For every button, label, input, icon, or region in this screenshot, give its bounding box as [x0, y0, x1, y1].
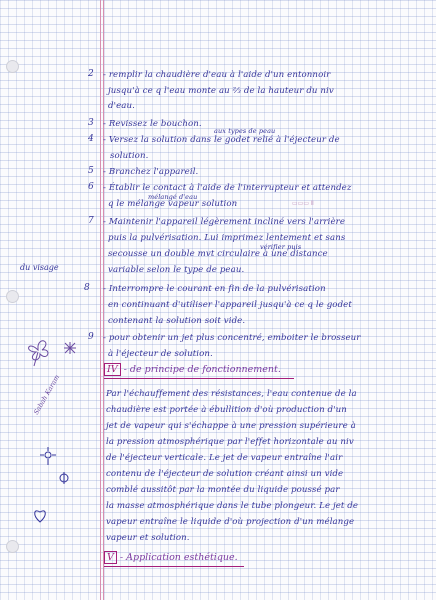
- note-line: puis la pulvérisation. Lui imprimez lentement et sans: [108, 233, 346, 243]
- paragraph-line: Par l'échauffement des résistances, l'eau contenue de la: [106, 389, 357, 399]
- section-title-text: - de principe de fonctionnement.: [123, 364, 281, 375]
- section-title: [104, 552, 238, 563]
- faded-stamp: ▭▭▭ Ⅱ: [292, 200, 314, 207]
- note-line: variable selon le type de peau.: [108, 265, 245, 275]
- paragraph-line: vapeur et solution.: [106, 533, 190, 543]
- margin-signature: Sabah Karam: [32, 373, 62, 416]
- note-line: à l'éjecteur de solution.: [108, 349, 213, 359]
- note-line: jusqu'à ce q l'eau monte au ⅔ de la hauteur du niv: [108, 86, 334, 96]
- note-line: - pour obtenir un jet plus concentré, emboiter le brosseur: [103, 333, 361, 343]
- note-line: - Interrompre le courant en fin de la pulvérisation: [103, 284, 326, 294]
- margin-note: du visage: [20, 263, 59, 272]
- note-line: - Établir le contact à l'aide de l'interrupteur et attendez: [103, 183, 352, 193]
- step-number: 5: [88, 166, 94, 176]
- step-number: 8: [84, 283, 90, 293]
- step-number: 6: [88, 182, 94, 192]
- note-line: d'eau.: [108, 101, 135, 111]
- section-number: V: [104, 551, 117, 564]
- punch-hole: [6, 290, 19, 303]
- step-number: 3: [88, 118, 94, 128]
- interlinear-note: aux types de peau: [214, 127, 276, 135]
- paragraph-line: la pression atmosphérique par l'effet horizontale au niv: [106, 437, 354, 447]
- paragraph-line: contenu de l'éjecteur de solution créant ainsi un vide: [106, 469, 344, 479]
- paragraph-line: chaudière est portée à ébullition d'où production d'un: [106, 405, 347, 415]
- punch-hole: [6, 60, 19, 73]
- paragraph-line: comblé aussitôt par la montée du liquide poussé par: [106, 485, 340, 495]
- margin-line: [100, 0, 101, 600]
- note-line: - Maintenir l'appareil légèrement incliné vers l'arrière: [103, 217, 346, 227]
- note-line: contenant la solution soit vide.: [108, 316, 246, 326]
- step-number: 4: [88, 134, 94, 144]
- paragraph-line: jet de vapeur qui s'échappe à une pression supérieure à: [106, 421, 356, 431]
- flower-doodle-icon: [18, 330, 58, 370]
- note-line: - Branchez l'appareil.: [103, 167, 199, 177]
- note-line: - Revissez le bouchon.: [103, 119, 202, 129]
- section-title: [104, 364, 281, 375]
- flower-doodle-icon: [56, 470, 72, 486]
- title-underline: [104, 378, 294, 379]
- note-line: - remplir la chaudière d'eau à l'aide d'un entonnoir: [103, 70, 331, 80]
- flower-doodle-icon: [36, 445, 60, 467]
- step-number: 7: [88, 216, 94, 226]
- punch-hole: [6, 540, 19, 553]
- heart-doodle-icon: [30, 505, 50, 525]
- step-number: 9: [88, 332, 94, 342]
- interlinear-note: mélangé d'eau: [148, 193, 198, 201]
- paragraph-line: la masse atmosphérique dans le tube plongeur. Le jet de: [106, 501, 359, 511]
- paragraph-line: vapeur entraîne le liquide d'où projection d'un mélange: [106, 517, 355, 527]
- star-doodle-icon: [62, 340, 78, 356]
- note-line: q le mélange vapeur solution: [108, 199, 238, 209]
- note-line: en continuant d'utiliser l'appareil jusqu'à ce q le godet: [108, 300, 352, 310]
- interlinear-note: vérifier puis: [260, 243, 302, 251]
- note-line: secousse un double mvt circulaire à une distance: [108, 249, 328, 259]
- step-number: 2: [88, 69, 94, 79]
- paragraph-line: de l'éjecteur verticale. Le jet de vapeur entraîne l'air: [106, 453, 343, 463]
- margin-line: [103, 0, 104, 600]
- section-title-text: - Application esthétique.: [119, 552, 238, 563]
- note-line: solution.: [110, 151, 149, 161]
- section-number: IV: [104, 363, 121, 376]
- title-underline: [104, 566, 244, 567]
- note-line: - Versez la solution dans le godet relié à l'éjecteur de: [103, 135, 340, 145]
